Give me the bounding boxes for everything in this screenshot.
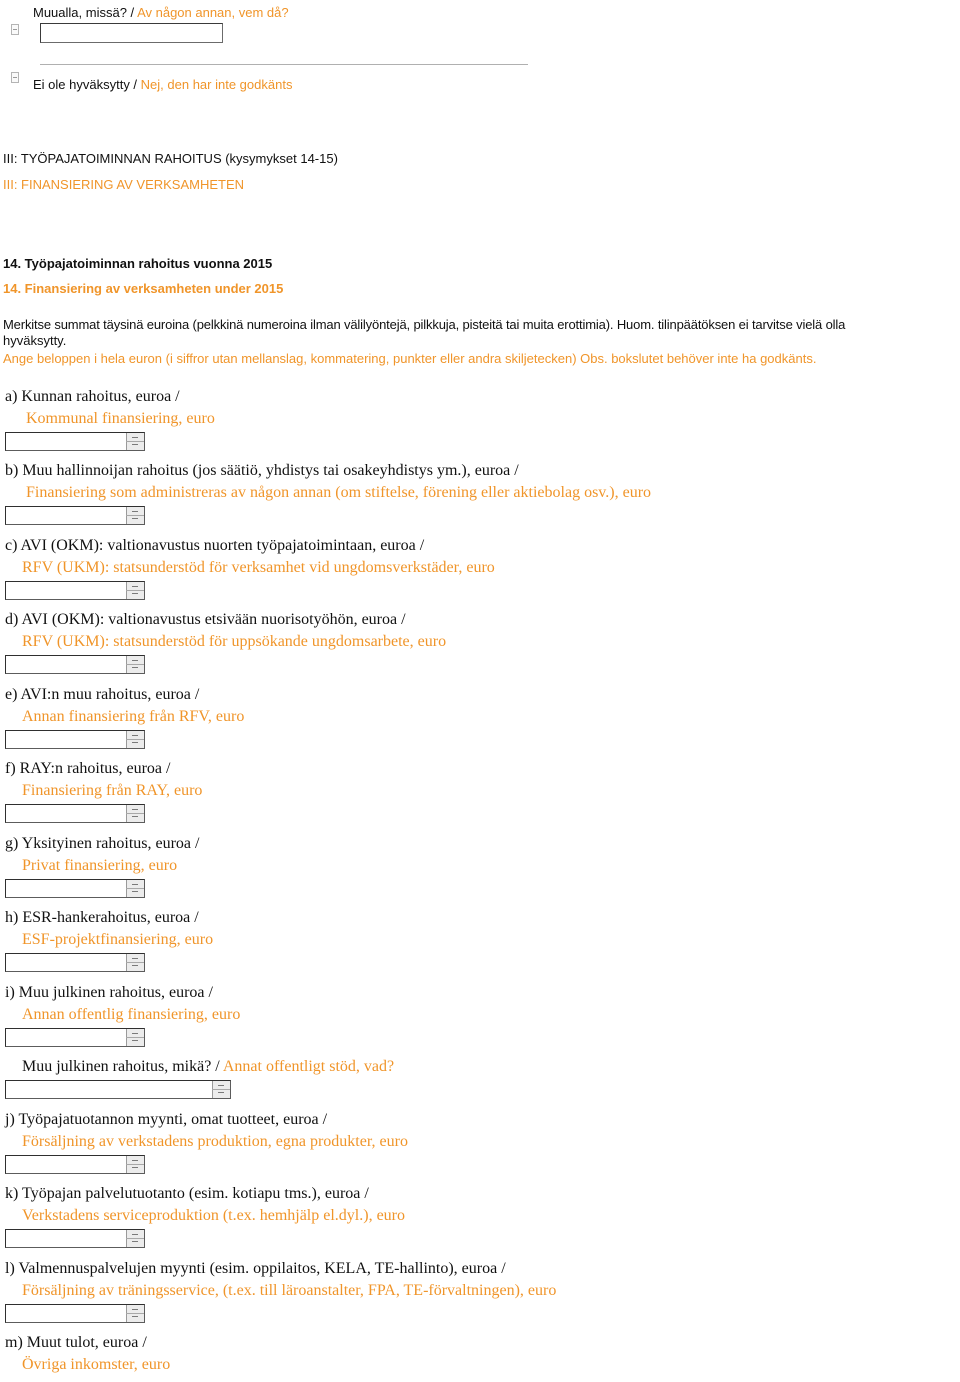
spinner-divider (126, 515, 144, 516)
spinner-divider (126, 888, 144, 889)
option-elsewhere (33, 5, 289, 20)
field-d-label-fi: d) AVI (OKM): valtionavustus etsivään nuorisotyöhön, euroa / (5, 611, 406, 628)
field-h-label-sv: ESF-projektfinansiering, euro (22, 931, 214, 948)
field-k-label-fi: k) Työpajan palvelutuotanto (esim. kotiapu tms.), euroa / (5, 1185, 369, 1202)
question-title-sv: 14. Finansiering av verksamheten under 2015 (3, 281, 284, 296)
question-title-fi: 14. Työpajatoiminnan rahoitus vuonna 2015 (3, 256, 273, 271)
field-c-input[interactable] (5, 581, 145, 600)
spinner-divider (126, 739, 144, 740)
spinner-divider (126, 1238, 144, 1239)
field-c-label-sv: RFV (UKM): statsunderstöd för verksamhet vid ungdomsverkstäder, euro (22, 559, 495, 576)
field-a-label-sv: Kommunal finansiering, euro (26, 410, 215, 427)
field-h-label-fi: h) ESR-hankerahoitus, euroa / (5, 909, 199, 926)
spinner-divider (212, 1089, 230, 1090)
field-f-input[interactable] (5, 804, 145, 823)
field-i-label-sv: Annan offentlig finansiering, euro (22, 1006, 241, 1023)
section-title-sv: III: FINANSIERING AV VERKSAMHETEN (3, 177, 245, 192)
spinner-divider (126, 962, 144, 963)
field-e-label-sv: Annan finansiering från RFV, euro (22, 708, 245, 725)
field-i-input[interactable] (5, 1028, 145, 1047)
field-other-public-label-fi: Muu julkinen rahoitus, mikä? / (22, 1058, 220, 1075)
divider-line (40, 64, 528, 65)
field-m-label-sv: Övriga inkomster, euro (22, 1356, 171, 1373)
field-i-label-fi: i) Muu julkinen rahoitus, euroa / (5, 984, 213, 1001)
option-not-accepted (33, 77, 292, 92)
field-a-label-fi: a) Kunnan rahoitus, euroa / (5, 388, 180, 405)
option-not-accepted-fi: Ei ole hyväksytty / (33, 77, 138, 92)
instruction-sv: Ange beloppen i hela euron (i siffror utan mellanslag, kommatering, punkter eller andra skiljetecken) Obs. bokslutet behöver inte ha godkänts. (3, 351, 817, 366)
instruction-fi-line2: hyväksytty. (3, 333, 67, 348)
radio-icon-not-accepted[interactable] (11, 72, 19, 83)
field-c-label-fi: c) AVI (OKM): valtionavustus nuorten työpajatoimintaan, euroa / (5, 537, 425, 554)
field-other-public-input[interactable] (5, 1080, 231, 1099)
spinner-divider (126, 590, 144, 591)
field-b-input[interactable] (5, 506, 145, 525)
field-k-input[interactable] (5, 1229, 145, 1248)
field-d-input[interactable] (5, 655, 145, 674)
field-d-label-sv: RFV (UKM): statsunderstöd för uppsökande ungdomsarbete, euro (22, 633, 447, 650)
option-not-accepted-sv: Nej, den har inte godkänts (140, 77, 293, 92)
field-f-label-sv: Finansiering från RAY, euro (22, 782, 203, 799)
field-h-input[interactable] (5, 953, 145, 972)
field-a-input[interactable] (5, 432, 145, 451)
spinner-divider (126, 664, 144, 665)
elsewhere-text-input[interactable] (40, 23, 223, 43)
field-other-public-label-sv: Annat offentligt stöd, vad? (222, 1058, 395, 1075)
field-g-label-fi: g) Yksityinen rahoitus, euroa / (5, 835, 200, 852)
field-l-input[interactable] (5, 1304, 145, 1323)
field-l-label-sv: Försäljning av träningsservice, (t.ex. till läroanstalter, FPA, TE-förvaltningen), euro (22, 1282, 557, 1299)
option-elsewhere-sv: Av någon annan, vem då? (137, 5, 289, 20)
field-e-label-fi: e) AVI:n muu rahoitus, euroa / (5, 686, 200, 703)
field-j-label-fi: j) Työpajatuotannon myynti, omat tuotteet, euroa / (5, 1111, 328, 1128)
option-elsewhere-fi: Muualla, missä? / (33, 5, 135, 20)
field-m-label-fi: m) Muut tulot, euroa / (5, 1334, 147, 1351)
spinner-divider (126, 813, 144, 814)
field-other-public-label (22, 1058, 394, 1076)
spinner-divider (126, 1313, 144, 1314)
instruction-fi-line1: Merkitse summat täysinä euroina (pelkkinä numeroina ilman välilyöntejä, pilkkuja, pisteitä tai muita erottimia). Huom. tilinpäätöksen ei tarvitse vielä olla (3, 317, 846, 332)
spinner-divider (126, 441, 144, 442)
field-b-label-sv: Finansiering som administreras av någon annan (om stiftelse, förening eller aktiebolag osv.), euro (26, 484, 652, 501)
field-k-label-sv: Verkstadens serviceproduktion (t.ex. hemhjälp el.dyl.), euro (22, 1207, 405, 1224)
field-j-input[interactable] (5, 1155, 145, 1174)
field-g-label-sv: Privat finansiering, euro (22, 857, 178, 874)
field-g-input[interactable] (5, 879, 145, 898)
field-b-label-fi: b) Muu hallinnoijan rahoitus (jos säätiö, yhdistys tai osakeyhdistys ym.), euroa / (5, 462, 519, 479)
spinner-divider (126, 1164, 144, 1165)
spinner-divider (126, 1037, 144, 1038)
field-f-label-fi: f) RAY:n rahoitus, euroa / (5, 760, 171, 777)
radio-icon-elsewhere[interactable] (11, 24, 19, 35)
field-j-label-sv: Försäljning av verkstadens produktion, egna produkter, euro (22, 1133, 408, 1150)
field-l-label-fi: l) Valmennuspalvelujen myynti (esim. oppilaitos, KELA, TE-hallinto), euroa / (5, 1260, 506, 1277)
section-title-fi: III: TYÖPAJATOIMINNAN RAHOITUS (kysymykset 14-15) (3, 151, 338, 166)
field-e-input[interactable] (5, 730, 145, 749)
